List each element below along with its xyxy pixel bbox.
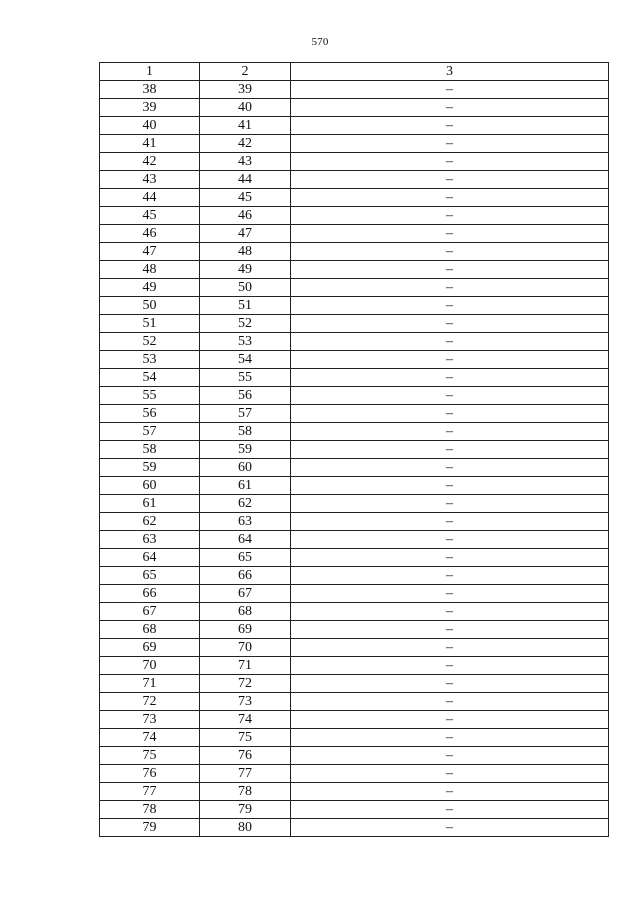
- table-cell-col-1: 75: [100, 747, 200, 765]
- table-cell-col-3: –: [291, 315, 609, 333]
- table-cell-col-2: 61: [200, 477, 291, 495]
- table-cell-col-1: 40: [100, 117, 200, 135]
- table-row: [100, 747, 609, 765]
- table-cell-col-1: 68: [100, 621, 200, 639]
- table-row: [100, 801, 609, 819]
- header-row: [100, 63, 609, 81]
- table-header: [100, 63, 609, 81]
- table-row: [100, 189, 609, 207]
- table-cell-col-2: 77: [200, 765, 291, 783]
- table-cell-col-3: –: [291, 189, 609, 207]
- table-row: [100, 531, 609, 549]
- table-row: [100, 693, 609, 711]
- table-cell-col-2: 80: [200, 819, 291, 837]
- table-row: [100, 711, 609, 729]
- table-cell-col-3: –: [291, 729, 609, 747]
- table-row: [100, 207, 609, 225]
- table-cell-col-1: 60: [100, 477, 200, 495]
- table-cell-col-1: 45: [100, 207, 200, 225]
- table-cell-col-2: 44: [200, 171, 291, 189]
- table-cell-col-3: –: [291, 153, 609, 171]
- table-cell-col-2: 72: [200, 675, 291, 693]
- table-row: [100, 513, 609, 531]
- table-cell-col-2: 62: [200, 495, 291, 513]
- table-cell-col-1: 53: [100, 351, 200, 369]
- table-cell-col-1: 41: [100, 135, 200, 153]
- table-cell-col-2: 66: [200, 567, 291, 585]
- table-cell-col-3: –: [291, 783, 609, 801]
- data-table: [99, 62, 609, 837]
- table-cell-col-1: 74: [100, 729, 200, 747]
- table-cell-col-2: 60: [200, 459, 291, 477]
- table-cell-col-1: 64: [100, 549, 200, 567]
- table-row: [100, 225, 609, 243]
- table-cell-col-1: 76: [100, 765, 200, 783]
- table-cell-col-3: –: [291, 225, 609, 243]
- table-cell-col-3: –: [291, 207, 609, 225]
- table-cell-col-2: 42: [200, 135, 291, 153]
- table-row: [100, 819, 609, 837]
- table-cell-col-2: 79: [200, 801, 291, 819]
- table-cell-col-3: –: [291, 567, 609, 585]
- table-cell-col-3: –: [291, 243, 609, 261]
- table-cell-col-3: –: [291, 657, 609, 675]
- table-cell-col-2: 43: [200, 153, 291, 171]
- table-cell-col-2: 68: [200, 603, 291, 621]
- table-cell-col-3: –: [291, 801, 609, 819]
- table-cell-col-2: 56: [200, 387, 291, 405]
- table-cell-col-1: 54: [100, 369, 200, 387]
- table-cell-col-1: 71: [100, 675, 200, 693]
- table-body: [100, 81, 609, 837]
- table-cell-col-3: –: [291, 513, 609, 531]
- table-cell-col-3: –: [291, 81, 609, 99]
- table-cell-col-1: 39: [100, 99, 200, 117]
- table-cell-col-1: 62: [100, 513, 200, 531]
- table-cell-col-2: 64: [200, 531, 291, 549]
- table-cell-col-2: 69: [200, 621, 291, 639]
- table-cell-col-2: 67: [200, 585, 291, 603]
- table-cell-col-2: 63: [200, 513, 291, 531]
- table-cell-col-1: 79: [100, 819, 200, 837]
- table-row: [100, 675, 609, 693]
- table-row: [100, 783, 609, 801]
- table-row: [100, 81, 609, 99]
- table-cell-col-2: 50: [200, 279, 291, 297]
- table-cell-col-3: –: [291, 135, 609, 153]
- table-cell-col-2: 55: [200, 369, 291, 387]
- table-cell-col-1: 50: [100, 297, 200, 315]
- table-cell-col-1: 65: [100, 567, 200, 585]
- table-cell-col-3: –: [291, 621, 609, 639]
- table-cell-col-3: –: [291, 711, 609, 729]
- table-cell-col-3: –: [291, 117, 609, 135]
- table-row: [100, 441, 609, 459]
- table-cell-col-2: 45: [200, 189, 291, 207]
- table-cell-col-1: 38: [100, 81, 200, 99]
- table-cell-col-2: 46: [200, 207, 291, 225]
- table-cell-col-3: –: [291, 261, 609, 279]
- table-cell-col-1: 57: [100, 423, 200, 441]
- table-cell-col-3: –: [291, 333, 609, 351]
- table-cell-col-1: 47: [100, 243, 200, 261]
- table-cell-col-1: 44: [100, 189, 200, 207]
- table-cell-col-3: –: [291, 585, 609, 603]
- table-cell-col-2: 59: [200, 441, 291, 459]
- table-cell-col-1: 51: [100, 315, 200, 333]
- table-cell-col-3: –: [291, 819, 609, 837]
- table-cell-col-2: 48: [200, 243, 291, 261]
- table-cell-col-1: 56: [100, 405, 200, 423]
- table-row: [100, 459, 609, 477]
- table-cell-col-2: 51: [200, 297, 291, 315]
- table-row: [100, 603, 609, 621]
- table-row: [100, 333, 609, 351]
- table-cell-col-3: –: [291, 765, 609, 783]
- table-row: [100, 729, 609, 747]
- table-cell-col-2: 41: [200, 117, 291, 135]
- table-cell-col-1: 69: [100, 639, 200, 657]
- table-row: [100, 153, 609, 171]
- table-cell-col-3: –: [291, 387, 609, 405]
- table-cell-col-2: 39: [200, 81, 291, 99]
- table-cell-col-3: –: [291, 675, 609, 693]
- table-cell-col-2: 53: [200, 333, 291, 351]
- table-cell-col-3: –: [291, 747, 609, 765]
- table-cell-col-2: 78: [200, 783, 291, 801]
- table-row: [100, 99, 609, 117]
- table-row: [100, 117, 609, 135]
- table-cell-col-2: 74: [200, 711, 291, 729]
- table-row: [100, 495, 609, 513]
- table-cell-col-1: 61: [100, 495, 200, 513]
- table-cell-col-1: 43: [100, 171, 200, 189]
- table-cell-col-1: 78: [100, 801, 200, 819]
- table-cell-col-1: 49: [100, 279, 200, 297]
- table-cell-col-3: –: [291, 477, 609, 495]
- table-cell-col-3: –: [291, 369, 609, 387]
- table-row: [100, 657, 609, 675]
- table-row: [100, 423, 609, 441]
- column-header-2: 2: [200, 63, 291, 81]
- table-cell-col-3: –: [291, 279, 609, 297]
- table-cell-col-2: 70: [200, 639, 291, 657]
- table-cell-col-2: 40: [200, 99, 291, 117]
- table-cell-col-3: –: [291, 549, 609, 567]
- table-cell-col-1: 59: [100, 459, 200, 477]
- table-cell-col-1: 52: [100, 333, 200, 351]
- table-row: [100, 567, 609, 585]
- table-cell-col-1: 77: [100, 783, 200, 801]
- table-cell-col-3: –: [291, 423, 609, 441]
- table-row: [100, 639, 609, 657]
- table-cell-col-3: –: [291, 531, 609, 549]
- table-cell-col-2: 73: [200, 693, 291, 711]
- table-row: [100, 585, 609, 603]
- table-row: [100, 405, 609, 423]
- table-cell-col-1: 58: [100, 441, 200, 459]
- table-row: [100, 621, 609, 639]
- table-row: [100, 351, 609, 369]
- table-row: [100, 243, 609, 261]
- table-cell-col-3: –: [291, 441, 609, 459]
- table-cell-col-2: 54: [200, 351, 291, 369]
- table-cell-col-1: 72: [100, 693, 200, 711]
- table-cell-col-2: 76: [200, 747, 291, 765]
- table-row: [100, 477, 609, 495]
- table-row: [100, 387, 609, 405]
- column-header-1: 1: [100, 63, 200, 81]
- table-row: [100, 297, 609, 315]
- table-cell-col-3: –: [291, 99, 609, 117]
- table-cell-col-3: –: [291, 459, 609, 477]
- table-cell-col-2: 52: [200, 315, 291, 333]
- table-cell-col-1: 63: [100, 531, 200, 549]
- table-cell-col-3: –: [291, 495, 609, 513]
- column-header-3: 3: [291, 63, 609, 81]
- table-cell-col-3: –: [291, 693, 609, 711]
- table-cell-col-3: –: [291, 405, 609, 423]
- table-cell-col-3: –: [291, 297, 609, 315]
- table-cell-col-1: 70: [100, 657, 200, 675]
- table-cell-col-2: 71: [200, 657, 291, 675]
- table-cell-col-3: –: [291, 351, 609, 369]
- table-cell-col-1: 46: [100, 225, 200, 243]
- table-cell-col-1: 42: [100, 153, 200, 171]
- table-row: [100, 765, 609, 783]
- table-cell-col-2: 65: [200, 549, 291, 567]
- table-row: [100, 549, 609, 567]
- table-row: [100, 171, 609, 189]
- page-number: 570: [311, 36, 329, 48]
- table-cell-col-1: 66: [100, 585, 200, 603]
- table-cell-col-3: –: [291, 639, 609, 657]
- table-cell-col-2: 47: [200, 225, 291, 243]
- table-row: [100, 315, 609, 333]
- table-cell-col-1: 55: [100, 387, 200, 405]
- table-cell-col-1: 48: [100, 261, 200, 279]
- table-cell-col-3: –: [291, 171, 609, 189]
- table-cell-col-1: 73: [100, 711, 200, 729]
- table-cell-col-3: –: [291, 603, 609, 621]
- table-row: [100, 135, 609, 153]
- table-cell-col-2: 49: [200, 261, 291, 279]
- table-row: [100, 369, 609, 387]
- table-cell-col-2: 57: [200, 405, 291, 423]
- table-row: [100, 261, 609, 279]
- table-cell-col-2: 58: [200, 423, 291, 441]
- table-cell-col-1: 67: [100, 603, 200, 621]
- table-row: [100, 279, 609, 297]
- table-cell-col-2: 75: [200, 729, 291, 747]
